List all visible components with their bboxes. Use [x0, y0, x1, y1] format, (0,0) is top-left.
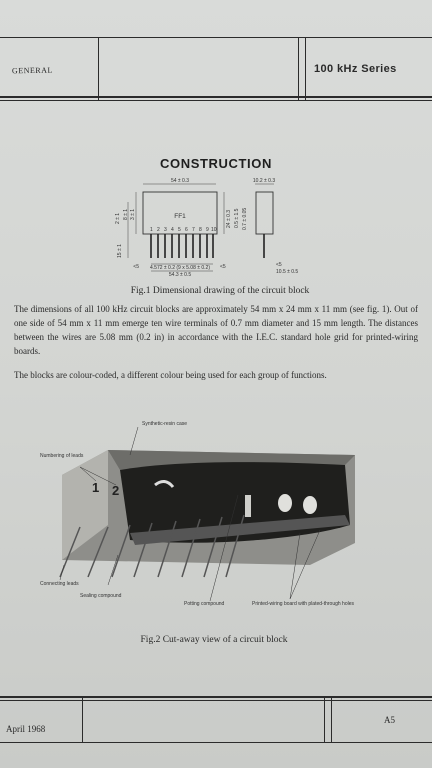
label-resin-case: Synthetic-resin case	[142, 421, 188, 427]
pin-number: 8	[199, 227, 202, 233]
pin-number: 3	[164, 227, 167, 233]
pin-number: 5	[178, 227, 181, 233]
dim-pitch: 4.572 ± 0.2 (9 x 5.08 ± 0.2)	[150, 265, 210, 271]
svg-text:2: 2	[112, 483, 120, 498]
dimensional-drawing	[0, 172, 432, 292]
publication-date: April 1968	[6, 724, 46, 734]
label-numbering-leads: Numbering of leads	[40, 453, 84, 459]
dim-mid1: 3 ± 1	[130, 208, 136, 220]
dim-lead: 15 ± 1	[117, 244, 123, 258]
paragraph-dimensions: The dimensions of all 100 kHz circuit blocks are approximately 54 mm x 24 mm x 11 mm (see fig. 1). Out of one side of 54 mm x 11 mm emerge ten wire terminals of 0.7 mm diameter and 15 mm length. The distances between the wires are 5.08 mm (0.2 in) in accordance with the I.E.C. standard hole grid for printed-wiring boards.	[14, 304, 418, 356]
dim-depth: 10.2 ± 0.3	[252, 178, 276, 184]
label-connecting-leads: Connecting leads	[40, 581, 79, 587]
block-label: FF1	[174, 213, 186, 220]
block-side-outline	[256, 192, 273, 234]
section-label: GENERAL	[11, 65, 53, 76]
pin-number-row	[150, 227, 217, 233]
paragraph-colour-coding: The blocks are colour-coded, a different colour being used for each group of functions.	[14, 370, 327, 380]
pin-number: 10	[211, 227, 217, 233]
header-divider-left	[98, 37, 99, 100]
series-title: 100 kHz Series	[314, 63, 397, 75]
page-number: A5	[384, 715, 395, 725]
pin-number: 6	[185, 227, 188, 233]
dim-side-lead: 10.5 ± 0.5	[276, 269, 299, 275]
pin-number: 1	[150, 227, 153, 233]
component-capacitor	[303, 496, 317, 514]
header-bottom-rule	[0, 96, 432, 98]
figure-2-caption: Fig.2 Cut-away view of a circuit block	[140, 635, 288, 645]
pin-number: 9	[206, 227, 209, 233]
footer-bottom-rule	[0, 742, 432, 743]
dim-width: 54 ± 0.3	[170, 178, 190, 184]
figure-1-caption: Fig.1 Dimensional drawing of the circuit block	[130, 286, 310, 296]
footer-divider-mid1	[324, 698, 325, 742]
footer-top-rule-thin	[0, 700, 432, 701]
label-printed-wiring-board: Printed-wiring board with plated-through holes	[252, 601, 355, 607]
footer-divider-mid2	[331, 698, 332, 742]
svg-text:1: 1	[92, 480, 100, 495]
header-top-rule	[0, 37, 432, 38]
cutaway-illustration	[0, 415, 432, 615]
component-capacitor	[278, 494, 292, 512]
dim-side-right: <5	[276, 262, 282, 268]
label-potting-compound: Potting compound	[184, 601, 225, 607]
pin-number: 2	[157, 227, 160, 233]
dim-height: 24 ± 0.3	[226, 209, 232, 228]
footer-divider-left	[82, 698, 83, 742]
lead-wires	[151, 234, 213, 258]
dim-left-h1: 2 ± 1	[115, 212, 121, 224]
dim-edge-right: <5	[220, 264, 226, 270]
pin-number: 7	[192, 227, 195, 233]
dim-edge-left: <5	[133, 264, 139, 270]
dim-left-h2: 8 ± 1	[123, 208, 129, 220]
pin-number: 4	[171, 227, 174, 233]
header-divider-mid1	[298, 37, 299, 100]
dim-side-note: 0.7 ± 0.05	[242, 207, 248, 230]
dim-total: 54.3 ± 0.5	[168, 272, 192, 278]
page-title: CONSTRUCTION	[160, 156, 272, 171]
header-bottom-rule-thin	[0, 100, 432, 101]
header-divider-mid2	[305, 37, 306, 100]
component-resistor	[245, 495, 251, 517]
label-sealing-compound: Sealing compound	[80, 593, 122, 599]
dim-mid2: 0.5 ± 1.5	[234, 208, 240, 228]
footer-top-rule	[0, 696, 432, 698]
